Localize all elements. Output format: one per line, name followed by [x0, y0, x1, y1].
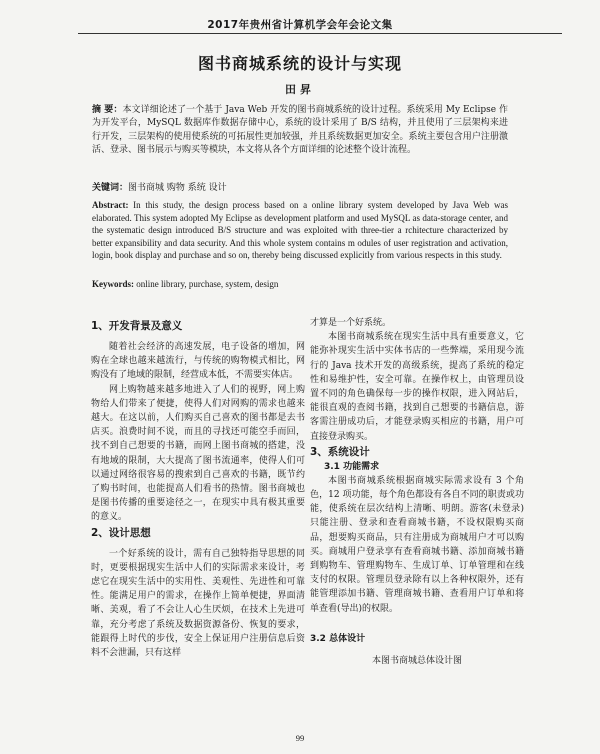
continued-paragraph: 才算是一个好系统。 — [310, 318, 392, 328]
abstract-english-text: In this study, the design process based on a online library system developed by Java Web was elaborated. This system adopted My Eclipse as development platform and used MySQL as data-storage center, and the systematic design introduced B/S structure and was exploited with three-tier a rchitecture characterized by better expansibility and data security. And this whole system contains m odules of user registration and activation, login, book display and purchase and so on, thereby being discussed explicitly from various respects in this study. — [92, 200, 508, 261]
keywords-english — [92, 278, 508, 290]
keywords-english-label: Keywords: — [92, 279, 134, 289]
left-column — [91, 318, 305, 660]
figure-caption: 本图书商城总体设计图 — [371, 655, 462, 666]
section-1-heading: 1、开发背景及意义 — [91, 320, 183, 332]
right-column — [310, 316, 524, 668]
section-3-heading: 3、系统设计 — [310, 445, 370, 458]
running-head: 2017年贵州省计算机学会年会论文集 — [207, 19, 393, 31]
keywords-chinese — [92, 182, 508, 194]
author-name: 田昇 — [285, 83, 315, 96]
paper-title: 图书商城系统的设计与实现 — [197, 54, 402, 73]
keywords-english-text: online library, purchase, system, design — [134, 279, 279, 289]
section-1-paragraph-3: 本图书商城系统在现实生活中具有重要意义，它能弥补现实生活中实体书店的一些弊端，采用现今流行的 Java 技术开发的高级系统，提高了系统的稳定性和易维护性，安全可靠。在操作权上，由管理员设置不同的角色确保每一步的操作权限，进入网站后，能很直观的查阅书籍，找到自己想要的书籍信息，游客需注册成功后，才能登录购买相应的书籍，用户可直接登录购买。 — [310, 332, 524, 442]
section-1-paragraph-2: 网上购物越来越多地进入了人们的视野，网上购物给人们带来了便捷，使得人们对网购的需求也越来越大。在这以前，人们购买自己喜欢的图书都是去书店买。浪费时间不说，而且的寻找还可能空手而回，找不到自己想要的书籍，而网上图书商城的搭建，没有地域的限制，大大提高了图书流通率，使得人们可以通过网络很容易的搜索到自己喜欢的书籍，既节约了购书时间，也能提高人们看书的热情。图书商城也是图书传播的重要途径之一，在现实中具有极其重要的意义。 — [91, 384, 305, 523]
section-3-2-heading: 3.2 总体设计 — [310, 633, 366, 644]
section-2-paragraph-1: 一个好系统的设计，需有自己独特指导思想的同时，更要根据现实生活中人们的实际需求来设计，考虑它在现实生活中的实用性、美观性、先进性和可靠性。能满足用户的需求，在操作上简单便捷，界面清晰、美观，看了不会让人心生厌烦，在技术上先进可靠，充分考虑了系统及数据资源备份、恢复的要求，能跟得上时代的步伐，安全上保证用户注册信息后资料不会泄漏，只有这样 — [91, 548, 305, 659]
section-3-1-paragraph: 本图书商城系统根据商城实际需求设有 3 个角色，12 项功能，每个角色都设有各自不同的职责或功能，使系统在层次结构上清晰、明朗。游客(未登录)只能注册、登录和查看商城书籍，不设权限购买商品，想要购买商品，只有注册成为商城用户才可以购买。商城用户登录享有查看商城书籍、添加商城书籍到购物车、管理购物车、生成订单、订单管理和在线支付的权限。管理员登录除有以上各种权限外，还有能管理添加书籍、管理商城书籍、查看用户订单和将单查看(导出)的权限。 — [310, 475, 524, 614]
abstract-english — [92, 199, 508, 262]
abstract-chinese — [92, 104, 508, 158]
abstract-chinese-text: 本文详细论述了一个基于 Java Web 开发的图书商城系统的设计过程。系统采用 My Eclipse 作为开发平台，MySQL 数据库作数据存储中心，系统的设计采用了 B/S 结构，并且使用了三层架构来进行开发，三层架构的使用使系统的可拓展性更加较强，并且系统数据更加安全。系统主要包含用户注册激活、登录、图书展示与购买等模块，本文将从各个方面详细的论述整个设计流程。 — [92, 105, 508, 156]
keywords-chinese-label: 关键词： — [92, 183, 129, 193]
section-1-paragraph-1: 随着社会经济的高速发展，电子设备的增加，网购在全球也越来越流行，与传统的购物模式相比，网购没有了地域的限制，经营成本低，不需要实体店。 — [91, 342, 305, 381]
keywords-chinese-text: 图书商城 购物 系统 设计 — [128, 183, 227, 193]
abstract-chinese-label: 摘 要： — [92, 105, 123, 115]
abstract-english-label: Abstract: — [92, 200, 129, 210]
page-number: 99 — [295, 733, 305, 743]
section-3-1-heading: 3.1 功能需求 — [324, 461, 380, 472]
header-rule — [78, 33, 562, 34]
section-2-heading: 2、设计思想 — [91, 526, 151, 539]
